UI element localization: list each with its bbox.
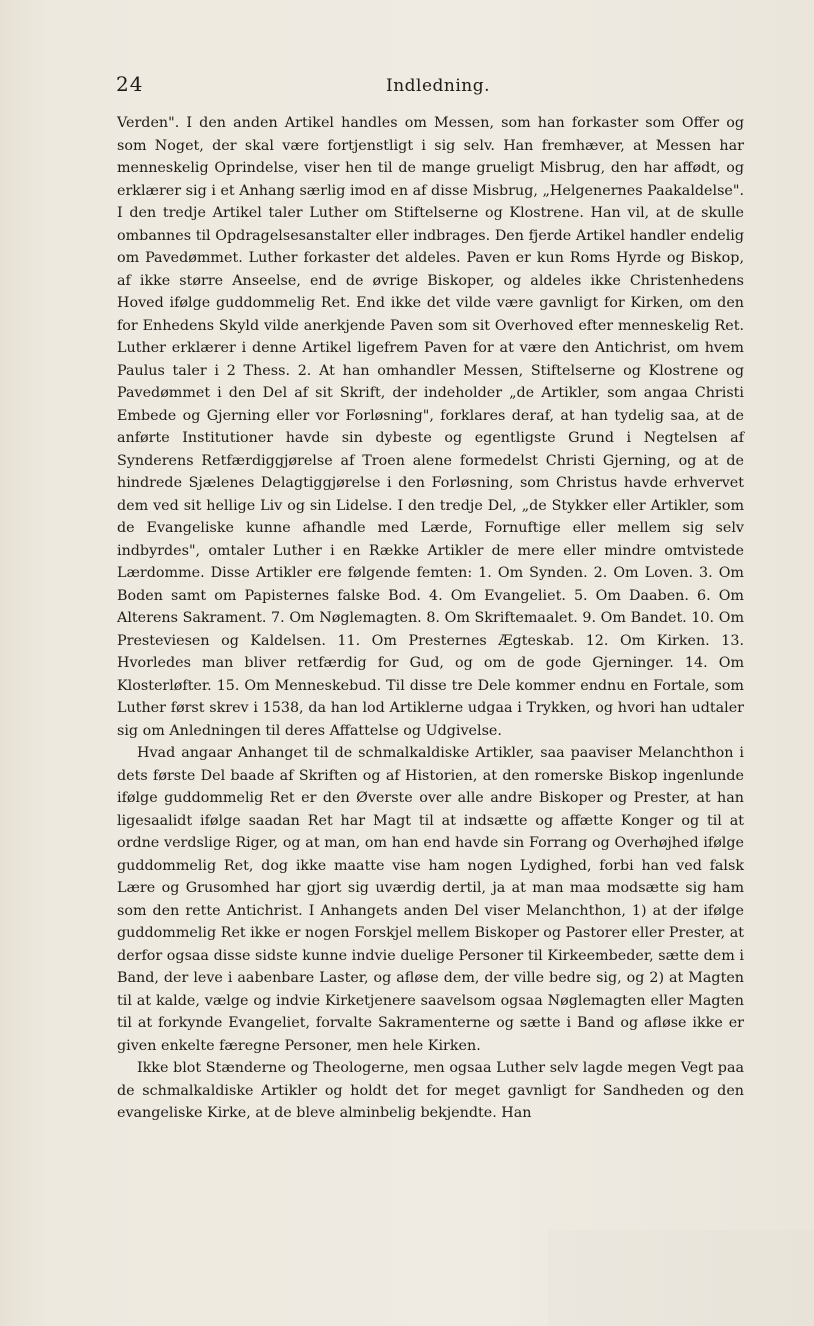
paragraph-2: Hvad angaar Anhanget til de schmalkaldiske Artikler, saa paaviser Melanchthon i dets første Del baade af Skriften og af Historien, at den romerske Biskop ingenlunde ifølge guddommelig Ret er den Øverste over alle andre Biskoper og Prester, at han ligesaalidt ifølge saadan Ret har Magt til at indsætte og affætte Konger og til at ordne verdslige Riger, og at man, om han end havde sin Forrang og Overhøjhed ifølge guddommelig Ret, dog ikke maatte vise ham nogen Lydighed, forbi han ved falsk Lære og Grusomhed har gjort sig uværdig dertil, ja at man maa modsætte sig ham som den rette Antichrist. I Anhangets anden Del viser Melanchthon, 1) at der ifølge guddommelig Ret ikke er nogen Forskjel mellem Biskoper og Pastorer eller Prester, at derfor ogsaa disse sidste kunne indvie duelige Personer til Kirkeembeder, sætte dem i Band, der leve i aabenbare Laster, og afløse dem, der ville bedre sig, og 2) at Magten til at kalde, vælge og indvie Kirketjenere saavelsom ogsaa Nøglemagten eller Magten til at forkynde Evangeliet, forvalte Sakramenterne og sætte i Band og afløse ikke er given enkelte færegne Personer, men hele Kirken.: [117, 745, 744, 1054]
paragraph-3: Ikke blot Stænderne og Theologerne, men ogsaa Luther selv lagde megen Vegt paa de schmalkaldiske Artikler og holdt det for meget gavnligt for Sandheden og den evangeliske Kirke, at de bleve alminbelig bekjendte. Han: [117, 1060, 744, 1121]
scan-margin-shadow: [548, 1230, 814, 1326]
body-text: [117, 112, 744, 1125]
running-title: Indledning.: [386, 76, 491, 96]
paragraph-1: Verden". I den anden Artikel handles om Messen, som han forkaster som Offer og som Noget, der skal være fortjenstligt i sig selv. Han fremhæver, at Messen har menneskelig Oprindelse, viser hen til de mange grueligt Misbrug, den har affødt, og erklærer sig i et Anhang særlig imod en af disse Misbrug, „Helgenernes Paakaldelse". I den tredje Artikel taler Luther om Stiftelserne og Klostrene. Han vil, at de skulle ombannes til Opdragelsesanstalter eller indbrages. Den fjerde Artikel handler endelig om Pavedømmet. Luther forkaster det aldeles. Paven er kun Roms Hyrde og Biskop, af ikke større Anseelse, end de øvrige Biskoper, og aldeles ikke Christenhedens Hoved ifølge guddommelig Ret. End ikke det vilde være gavnligt for Kirken, om den for Enhedens Skyld vilde anerkjende Paven som sit Overhoved efter menneskelig Ret. Luther erklærer i denne Artikel ligefrem Paven for at være den Antichrist, om hvem Paulus taler i 2 Thess. 2. At han omhandler Messen, Stiftelserne og Klostrene og Pavedømmet i den Del af sit Skrift, der indeholder „de Artikler, som angaa Christi Embede og Gjerning eller vor Forløsning", forklares deraf, at han tydelig saa, at de anførte Institutioner havde sin dybeste og egentligste Grund i Negtelsen af Synderens Retfærdiggjørelse af Troen alene formedelst Christi Gjerning, og at de hindrede Sjælenes Delagtiggjørelse i den Forløsning, som Christus havde erhvervet dem ved sit hellige Liv og sin Lidelse. I den tredje Del, „de Stykker eller Artikler, som de Evangeliske kunne afhandle med Lærde, Fornuftige eller mellem sig selv indbyrdes", omtaler Luther i en Række Artikler de mere eller mindre omtvistede Lærdomme. Disse Artikler ere følgende femten: 1. Om Synden. 2. Om Loven. 3. Om Boden samt om Papisternes falske Bod. 4. Om Evangeliet. 5. Om Daaben. 6. Om Alterens Sakrament. 7. Om Nøglemagten. 8. Om Skriftemaalet. 9. Om Bandet. 10. Om Presteviesen og Kaldelsen. 11. Om Presternes Ægteskab. 12. Om Kirken. 13. Hvorledes man bliver retfærdig for Gud, og om de gode Gjerninger. 14. Om Klosterløfter. 15. Om Menneskebud. Til disse tre Dele kommer endnu en Fortale, som Luther først skrev i 1538, da han lod Artiklerne udgaa i Trykken, og hvori han udtaler sig om Anledningen til deres Affattelse og Udgivelse.: [117, 115, 744, 739]
page-number: 24: [116, 72, 144, 96]
